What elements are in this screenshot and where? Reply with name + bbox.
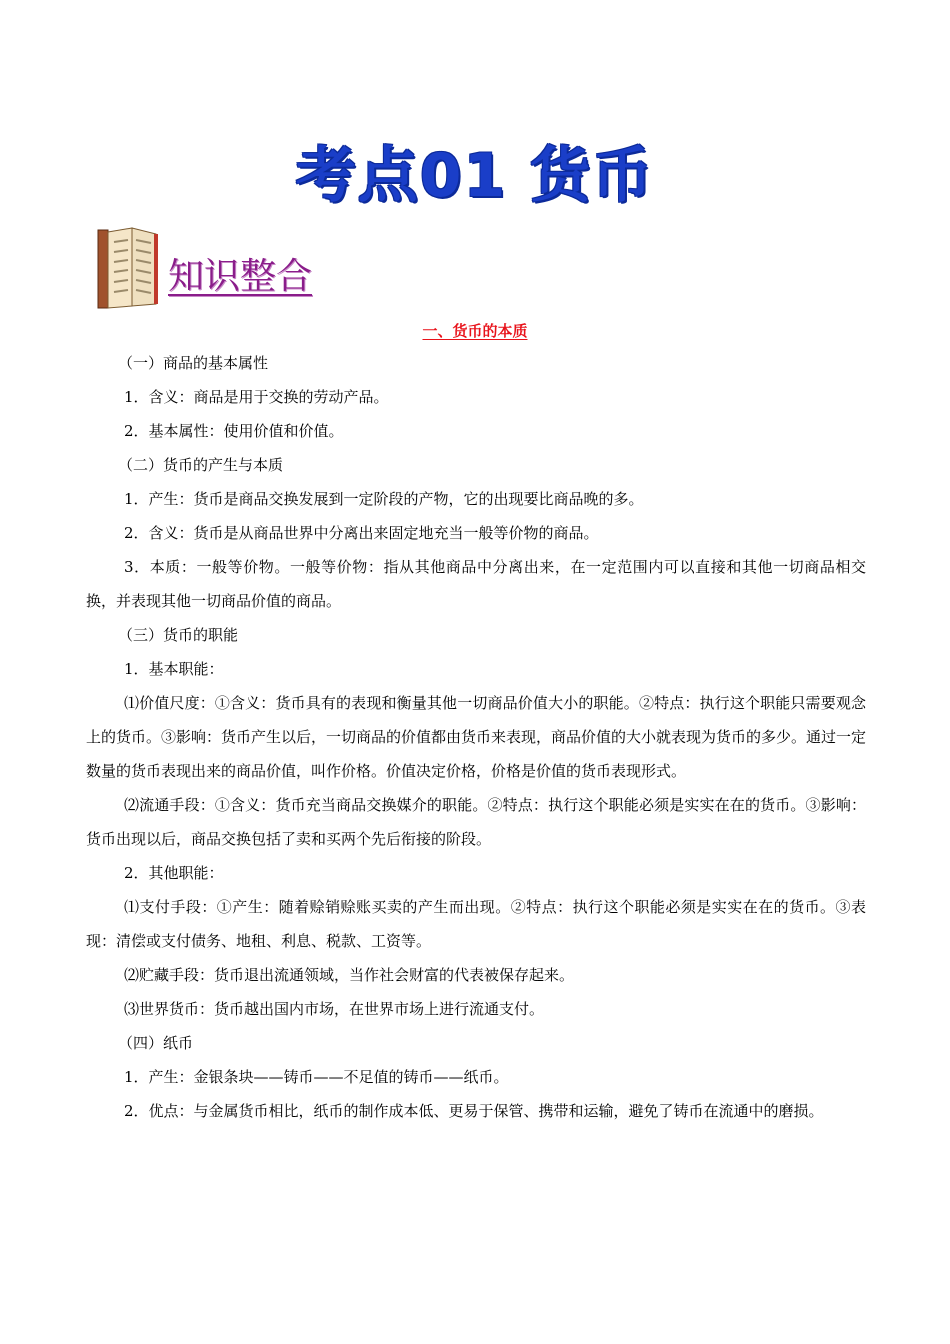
paragraph: ⑴价值尺度：①含义：货币具有的表现和衡量其他一切商品价值大小的职能。②特点：执行这个职能只需要观念上的货币。③影响：货币产生以后，一切商品的价值都由货币来表现，商品价值的大小就表现为货币的多少。通过一定数量的货币表现出来的商品价值，叫作价格。价值决定价格，价格是价值的货币表现形式。 <box>86 694 867 780</box>
paragraph: 3．本质：一般等价物。一般等价物：指从其他商品中分离出来，在一定范围内可以直接和其他一切商品相交换，并表现其他一切商品价值的商品。 <box>86 558 866 610</box>
page-title: 考点01 货币 <box>295 141 655 211</box>
paragraph: ⑴支付手段：①产生：随着赊销赊账买卖的产生而出现。②特点：执行这个职能必须是实实在在的货币。③表现：清偿或支付债务、地租、利息、税款、工资等。 <box>86 898 866 950</box>
section-heading: 一、货币的本质 <box>422 322 528 340</box>
subsection-heading: （二）货币的产生与本质 <box>118 456 284 474</box>
paragraph: 2．优点：与金属货币相比，纸币的制作成本低、更易于保管、携带和运输，避免了铸币在流通中的磨损。 <box>124 1102 824 1120</box>
paragraph: 1．产生：货币是商品交换发展到一定阶段的产物，它的出现要比商品晚的多。 <box>124 490 644 508</box>
paragraph: ⑵流通手段：①含义：货币充当商品交换媒介的职能。②特点：执行这个职能必须是实实在在的货币。③影响：货币出现以后，商品交换包括了卖和买两个先后衔接的阶段。 <box>86 796 866 848</box>
paragraph: 2．含义：货币是从商品世界中分离出来固定地充当一般等价物的商品。 <box>124 524 599 542</box>
paragraph: ⑶世界货币：货币越出国内市场，在世界市场上进行流通支付。 <box>124 1000 545 1018</box>
subsection-heading: （一）商品的基本属性 <box>118 354 269 372</box>
content-body <box>86 346 866 1128</box>
banner-label: 知识整合 <box>168 256 313 297</box>
subsection-heading: （四）纸币 <box>118 1034 194 1052</box>
paragraph: 2．基本属性：使用价值和价值。 <box>124 422 344 440</box>
paragraph: 2．其他职能： <box>124 864 224 882</box>
paragraph: 1．含义：商品是用于交换的劳动产品。 <box>124 388 389 406</box>
paragraph: 1．基本职能： <box>124 660 224 678</box>
paragraph: ⑵贮藏手段：货币退出流通领域，当作社会财富的代表被保存起来。 <box>124 966 575 984</box>
paragraph: 1．产生：金银条块——铸币——不足值的铸币——纸币。 <box>124 1068 509 1086</box>
book-icon <box>96 226 160 310</box>
subsection-heading: （三）货币的职能 <box>118 626 239 644</box>
section-banner <box>96 226 336 312</box>
